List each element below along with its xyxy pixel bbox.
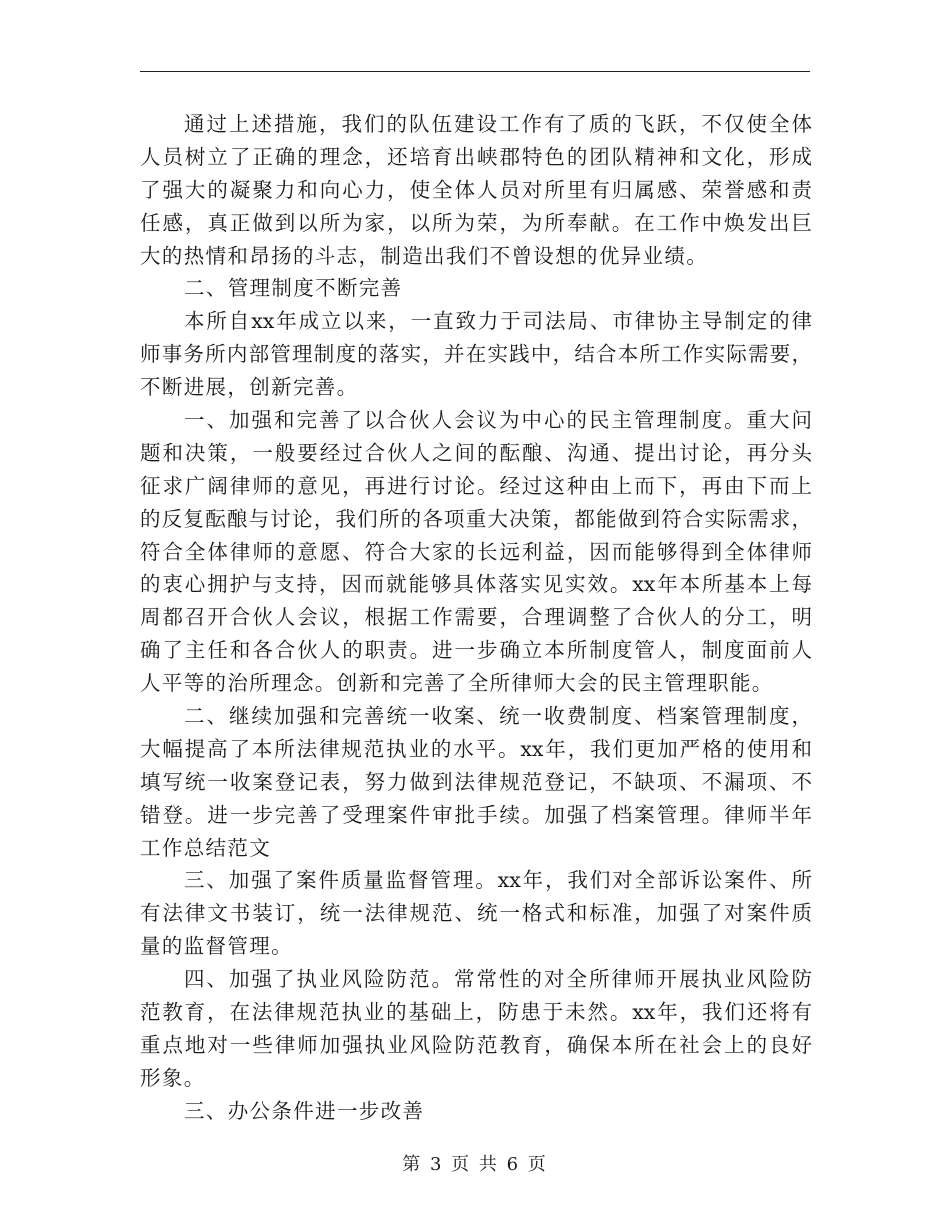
text-line: 有法律文书装订，统一法律规范、统一格式和标准，加强了对案件质 bbox=[140, 901, 812, 926]
document-body bbox=[140, 108, 812, 1128]
text-line: 了强大的凝聚力和向心力，使全体人员对所里有归属感、荣誉感和责 bbox=[140, 177, 812, 202]
text-line: 师事务所内部管理制度的落实，并在实践中，结合本所工作实际需要， bbox=[140, 342, 812, 367]
text-line: 三、办公条件进一步改善 bbox=[184, 1098, 425, 1123]
text-line: 错登。进一步完善了受理案件审批手续。加强了档案管理。律师半年 bbox=[140, 802, 812, 827]
text-line: 人员树立了正确的理念，还培育出峡郡特色的团队精神和文化，形成 bbox=[140, 144, 812, 169]
text-line: 工作总结范文 bbox=[140, 835, 272, 860]
text-line: 二、继续加强和完善统一收案、统一收费制度、档案管理制度， bbox=[184, 704, 812, 729]
text-line: 重点地对一些律师加强执业风险防范教育，确保本所在社会上的良好 bbox=[140, 1032, 812, 1057]
text-line: 题和决策，一般要经过合伙人之间的酝酿、沟通、提出讨论，再分头 bbox=[140, 440, 812, 465]
text-line: 确了主任和各合伙人的职责。进一步确立本所制度管人，制度面前人 bbox=[140, 638, 812, 663]
text-line: 不断进展，创新完善。 bbox=[140, 375, 359, 400]
text-line: 三、加强了案件质量监督管理。xx年，我们对全部诉讼案件、所 bbox=[184, 868, 812, 893]
text-line: 二、管理制度不断完善 bbox=[184, 276, 403, 301]
header-divider bbox=[140, 71, 810, 72]
text-line: 形象。 bbox=[140, 1065, 206, 1090]
text-line: 填写统一收案登记表，努力做到法律规范登记，不缺项、不漏项、不 bbox=[140, 769, 812, 794]
text-line: 四、加强了执业风险防范。常常性的对全所律师开展执业风险防 bbox=[184, 967, 812, 992]
text-line: 的衷心拥护与支持，因而就能够具体落实见实效。xx年本所基本上每 bbox=[140, 572, 812, 597]
page-footer bbox=[0, 1150, 950, 1176]
text-line: 量的监督管理。 bbox=[140, 934, 293, 959]
page-number-label: 第 3 页 共 6 页 bbox=[402, 1154, 548, 1175]
text-line: 范教育，在法律规范执业的基础上，防患于未然。xx年，我们还将有 bbox=[140, 1000, 812, 1025]
text-line: 大的热情和昂扬的斗志，制造出我们不曾设想的优异业绩。 bbox=[140, 243, 709, 268]
text-line: 的反复酝酿与讨论，我们所的各项重大决策，都能做到符合实际需求， bbox=[140, 506, 812, 531]
text-line: 任感，真正做到以所为家，以所为荣，为所奉献。在工作中焕发出巨 bbox=[140, 210, 812, 235]
text-line: 符合全体律师的意愿、符合大家的长远利益，因而能够得到全体律师 bbox=[140, 539, 812, 564]
text-line: 本所自xx年成立以来，一直致力于司法局、市律协主导制定的律 bbox=[184, 309, 812, 334]
text-line: 通过上述措施，我们的队伍建设工作有了质的飞跃，不仅使全体 bbox=[184, 112, 812, 136]
text-line: 人平等的治所理念。创新和完善了全所律师大会的民主管理职能。 bbox=[140, 671, 774, 696]
text-line: 大幅提高了本所法律规范执业的水平。xx年，我们更加严格的使用和 bbox=[140, 736, 812, 761]
text-line: 一、加强和完善了以合伙人会议为中心的民主管理制度。重大问 bbox=[184, 408, 812, 433]
text-line: 周都召开合伙人会议，根据工作需要，合理调整了合伙人的分工，明 bbox=[140, 605, 812, 630]
text-line: 征求广阔律师的意见，再进行讨论。经过这种由上而下，再由下而上 bbox=[140, 473, 812, 498]
